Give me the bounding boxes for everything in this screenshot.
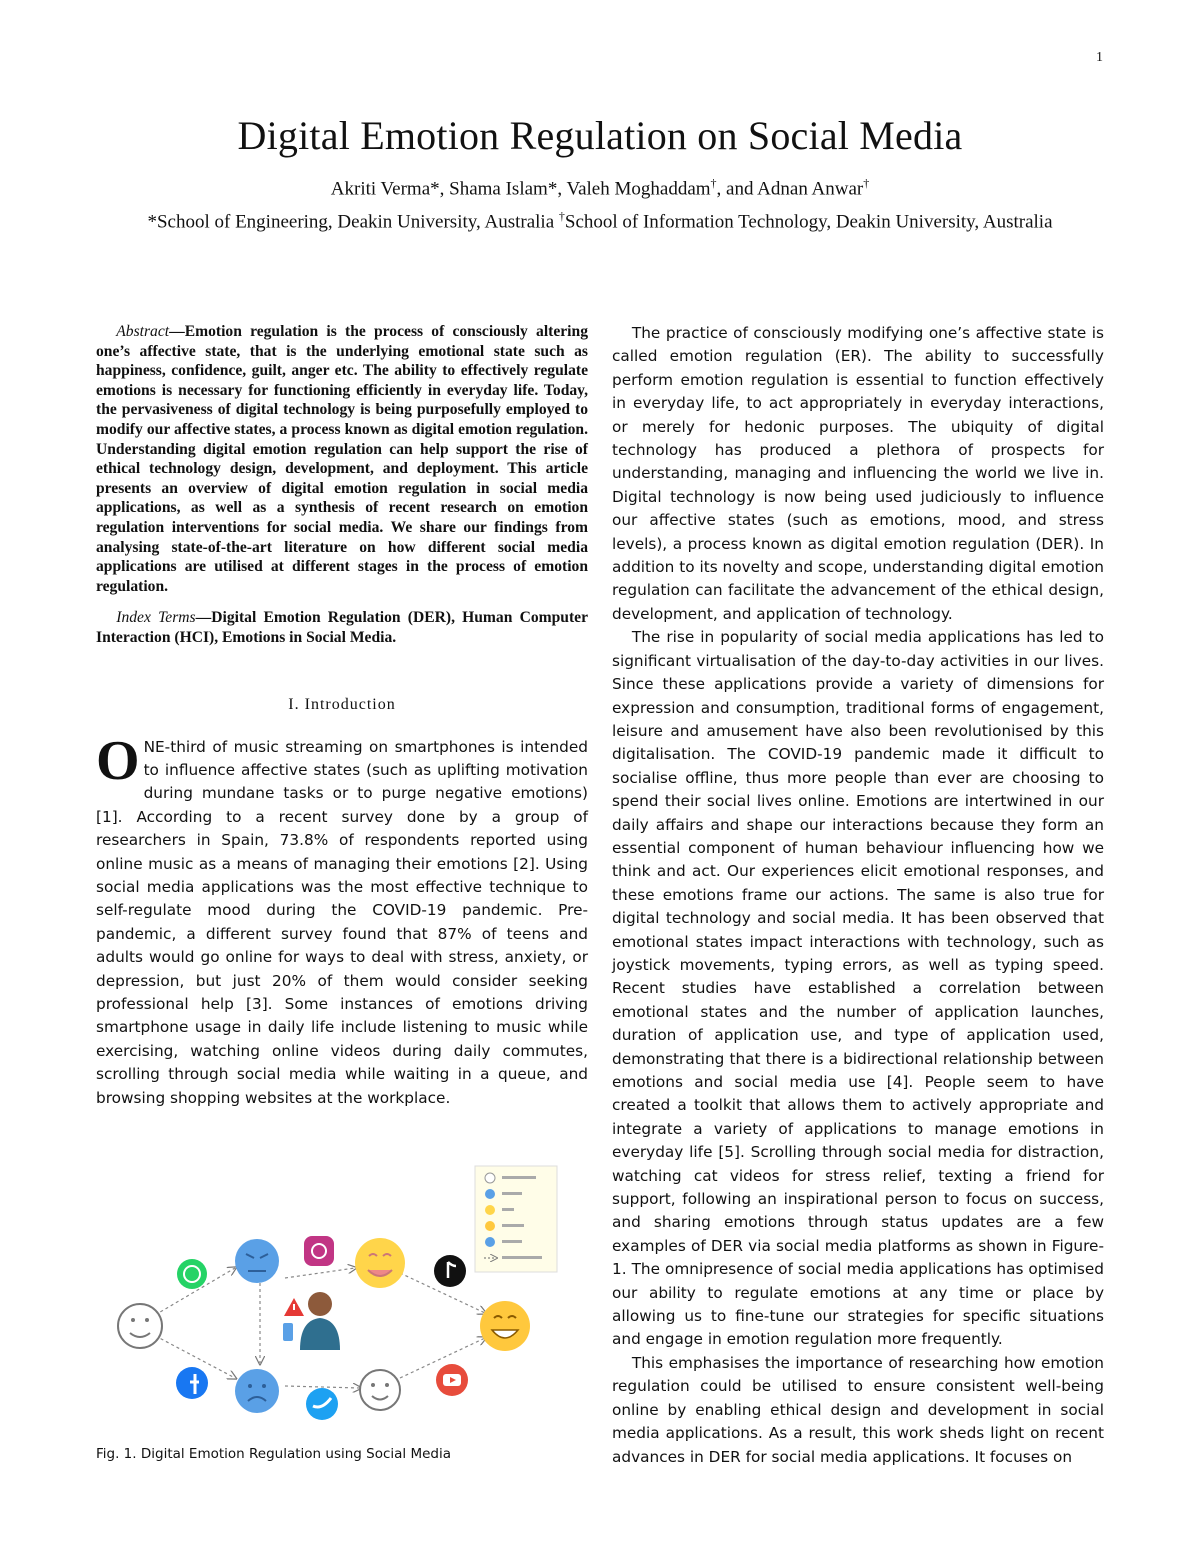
- sad-face-icon: [235, 1369, 279, 1413]
- right-column: [612, 322, 1104, 1469]
- twitter-icon: [306, 1388, 338, 1420]
- tiktok-icon: [434, 1255, 466, 1287]
- left-column: [96, 322, 588, 1110]
- whatsapp-icon: [177, 1259, 207, 1289]
- happy-face-icon: [355, 1238, 405, 1288]
- author-list: [0, 176, 1200, 200]
- smile-face-icon: [360, 1370, 400, 1410]
- warning-icon: [284, 1298, 304, 1316]
- affiliations: [100, 203, 1100, 235]
- dagger-mark: †: [710, 176, 717, 190]
- abstract-text: —Emotion regulation is the process of consciously altering one’s affective state, that is the underlying emotional state such as happiness, confidence, guilt, anger etc. The ability to effectively regulate emotions is necessary for functioning efficiently in everyday life. Today, the pervasiveness of digital technology is being purposefully employed to modify our affective states, a process known as digital emotion regulation. Understanding digital emotion regulation can help support the rise of ethical technology design, development, and deployment. This article presents an overview of digital emotion regulation in social media applications, as well as a synthesis of recent research on emotion regulation interventions for social media. We share our findings from analysing state-of-the-art literature on how different social media applications are utilised at different stages in the process of emotion regulation.: [96, 323, 588, 595]
- index-terms-text: —Digital Emotion Regulation (DER), Human Computer Interaction (HCI), Emotions in Social Media.: [96, 609, 588, 646]
- dagger-mark: †: [558, 209, 565, 223]
- paragraph: The practice of consciously modifying one’s affective state is called emotion regulation (ER). The ability to successfully perform emotion regulation is essential to function effectively in everyday life, to act appropriately in everyday interactions, or merely for hedonic purposes. The ubiquity of digital technology has produced a plethora of prospects for understanding, managing and influencing the world we live in. Digital technology is now being used judiciously to influence our affective states (such as emotions, mood, and stress levels), a process known as digital emotion regulation (DER). In addition to its novelty and scope, understanding digital emotion regulation can facilitate the advancement of the ethical design, development, and application of technology.: [612, 324, 1104, 623]
- intro-paragraph: [96, 729, 588, 1111]
- affiliation-1: *School of Engineering, Deakin University, Australia: [147, 211, 559, 233]
- section-heading: I. Introduction: [288, 695, 396, 713]
- grinning-face-icon: [480, 1301, 530, 1351]
- paragraph: The rise in popularity of social media applications has led to significant virtualisation of the day-to-day activities in our lives. Since these applications provide a variety of dimensions for expression and consumption, traditional forms of engagement, leisure and amusement have also been revolutionised by this digitalisation. The COVID-19 pandemic made it difficult to socialise offline, thus more people than ever are choosing to spend their social lives online. Emotions are intertwined in our daily affairs and shape our interactions because they form an essential component of human behaviour influencing how we think and act. Our experiences elicit emotional responses, and these emotions frame our actions. The same is also true for digital technology and social media. It has been observed that emotional states impact interactions with technology, such as joystick movements, typing errors, as well as typing speed. Recent studies have established a correlation between emotional states and the number of application launches, duration of application use, and type of application used, demonstrating that there is a bidirectional relationship between emotions and social media use [4]. People seem to have created a toolkit that allows them to actively appropriate and integrate a variety of applications to manage emotions in everyday life [5]. Scrolling through social media for distraction, watching cat videos for stress relief, texting a friend for support, following an inspirational person to focus on success, and sharing emotions through status updates are a few examples of DER via social media platforms as shown in Figure-1. The omnipresence of social media applications has optimised our ability to regulate emotions at any time or place by allowing us to fine-tune our strategies for specific situations and engage in emotion regulation more frequently.: [612, 628, 1104, 1349]
- paper-title: Digital Emotion Regulation on Social Media: [237, 113, 963, 158]
- facebook-icon: [176, 1367, 208, 1399]
- page-number: 1: [1096, 50, 1103, 65]
- youtube-icon: [436, 1364, 468, 1396]
- neutral-face-icon: [118, 1304, 162, 1348]
- figure-1: [110, 1158, 570, 1438]
- abstract: [96, 322, 588, 596]
- author-last: , and Adnan Anwar: [716, 178, 864, 200]
- author-names: Akriti Verma*, Shama Islam*, Valeh Moghaddam: [330, 178, 711, 200]
- figure-legend: [475, 1166, 557, 1272]
- index-terms: [96, 608, 588, 647]
- abstract-label: Abstract: [116, 323, 170, 340]
- dagger-mark: †: [863, 176, 870, 190]
- intro-text: NE-third of music streaming on smartphones is intended to influence affective states (such as uplifting motivation during mundane tasks or to purge negative emotions) [1]. According to a recent survey done by a group of researchers in Spain, 73.8% of respondents reported using online music as a means of managing their emotions [2]. Using social media applications was the most effective technique to self-regulate mood during the COVID-19 pandemic. Pre-pandemic, a different survey found that 87% of teens and adults would go online for ways to deal with stress, anxiety, or depression, but just 20% of them would consider seeking professional help [3]. Some instances of emotions driving smartphone usage in daily life include listening to music while exercising, watching online videos during daily commutes, scrolling through social media while waiting in a queue, and browsing shopping websites at the workplace.: [96, 737, 588, 1107]
- paragraph: This emphasises the importance of researching how emotion regulation could be utilised to ensure consistent well-being online by enabling ethical design and development in social media applications. As a result, this work sheds light on recent advances in DER for social media applications. It focuses on: [612, 1353, 1104, 1466]
- drop-cap: O: [96, 729, 140, 792]
- affiliation-2: School of Information Technology, Deakin University, Australia: [564, 211, 1053, 233]
- person-icon: [300, 1292, 340, 1350]
- phone-icon: [283, 1323, 293, 1341]
- index-terms-label: Index Terms: [116, 609, 196, 627]
- figure-caption: Fig. 1. Digital Emotion Regulation using Social Media: [96, 1446, 452, 1462]
- angry-face-icon: [235, 1239, 279, 1283]
- instagram-icon: [304, 1236, 334, 1266]
